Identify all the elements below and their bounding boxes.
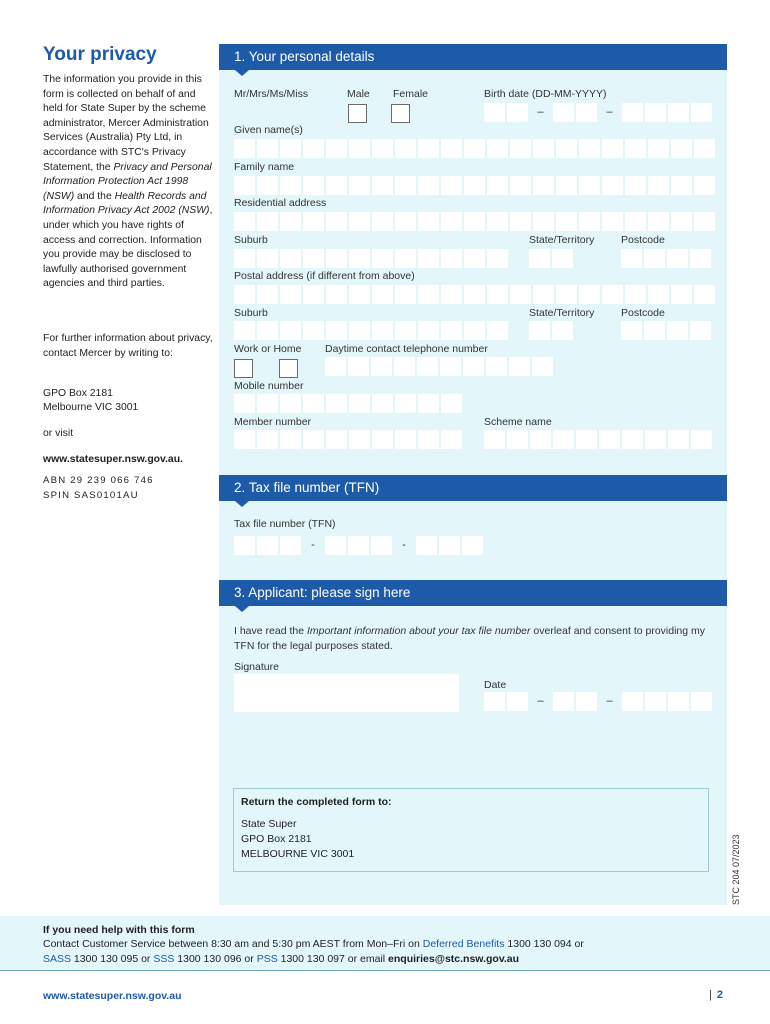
suburb-label: Suburb — [234, 234, 268, 246]
member-number-label: Member number — [234, 416, 312, 428]
privacy-contact-text: For further information about privacy, contact Mercer by writing to: — [43, 333, 213, 359]
family-name-label: Family name — [234, 161, 295, 173]
sass-link[interactable]: SASS — [43, 953, 72, 965]
signature-label: Signature — [234, 661, 279, 673]
birth-date-label: Birth date (DD-MM-YYYY) — [484, 88, 607, 100]
postal-postcode-field[interactable] — [621, 321, 711, 340]
privacy-title: Your privacy — [43, 44, 157, 65]
birth-date-field[interactable] — [484, 103, 712, 122]
state-field[interactable] — [529, 249, 573, 268]
page-number: | 2 — [709, 989, 723, 1001]
spin-text: SPIN SAS0101AU — [43, 490, 139, 501]
postcode-label: Postcode — [621, 234, 665, 246]
male-label: Male — [347, 88, 370, 100]
privacy-paragraph: The information you provide in this form is collected on behalf of and held for State Super by the scheme administrator, Mercer Administration Services (Australia) Pty Ltd, in accordance with STC's Privacy Statement, the Privacy and Personal Information Protection Act 1998 (NSW) and the Health Records and Information Privacy Act 2002 (NSW), under which you have rights of access and correction. Information you provide may be disclosed to lawfully authorised government agencies and third parties. — [43, 74, 213, 290]
date-label: Date — [484, 679, 507, 691]
daytime-phone-label: Daytime contact telephone number — [325, 343, 488, 355]
section1-header: 1. Your personal details — [219, 44, 727, 70]
date-separator: – — [537, 106, 544, 118]
residential-address-label: Residential address — [234, 197, 327, 209]
consent-text: I have read the Important information about your tax file number overleaf and consent to providing my TFN for the legal purposes stated. — [234, 625, 706, 652]
tfn-label: Tax file number (TFN) — [234, 518, 336, 530]
work-or-home-label: Work or Home — [234, 343, 302, 355]
deferred-benefits-link[interactable]: Deferred Benefits — [422, 938, 505, 950]
state-territory-label: State/Territory — [529, 234, 595, 246]
scheme-name-field[interactable] — [484, 430, 712, 449]
postal-suburb-label: Suburb — [234, 307, 268, 319]
male-checkbox[interactable] — [348, 104, 367, 123]
return-title: Return the completed form to: — [241, 796, 392, 808]
female-label: Female — [393, 88, 429, 100]
mobile-field[interactable] — [234, 394, 462, 413]
daytime-phone-field[interactable] — [325, 357, 553, 376]
postal-address-field[interactable] — [234, 285, 715, 304]
postcode-field[interactable] — [621, 249, 711, 268]
postal-postcode-label: Postcode — [621, 307, 665, 319]
suburb-field[interactable] — [234, 249, 508, 268]
date-separator: – — [606, 106, 613, 118]
home-checkbox[interactable] — [279, 359, 298, 378]
return-line3: MELBOURNE VIC 3001 — [241, 848, 355, 860]
privacy-address-line2: Melbourne VIC 3001 — [43, 402, 139, 413]
return-line1: State Super — [241, 818, 297, 830]
family-name-field[interactable] — [234, 176, 715, 195]
scheme-name-label: Scheme name — [484, 416, 552, 428]
email-link[interactable]: enquiries@stc.nsw.gov.au — [388, 953, 520, 965]
or-visit-text: or visit — [43, 428, 74, 439]
pss-link[interactable]: PSS — [256, 953, 278, 965]
return-line2: GPO Box 2181 — [241, 833, 312, 845]
mobile-label: Mobile number — [234, 380, 304, 392]
section2-header: 2. Tax file number (TFN) — [219, 475, 727, 501]
postal-state-field[interactable] — [529, 321, 573, 340]
signature-date-field[interactable] — [484, 692, 712, 711]
residential-address-field[interactable] — [234, 212, 715, 231]
signature-field[interactable] — [234, 674, 459, 712]
tfn-separator: - — [311, 539, 315, 551]
member-number-field[interactable] — [234, 430, 462, 449]
given-names-label: Given name(s) — [234, 124, 303, 136]
privacy-website-link[interactable]: www.statesuper.nsw.gov.au. — [43, 454, 183, 465]
title-label: Mr/Mrs/Ms/Miss — [234, 88, 309, 100]
privacy-address-line1: GPO Box 2181 — [43, 388, 113, 399]
postal-state-label: State/Territory — [529, 307, 595, 319]
abn-text: ABN 29 239 066 746 — [43, 475, 154, 486]
date-separator: – — [537, 695, 544, 707]
date-separator: – — [606, 695, 613, 707]
section3-header: 3. Applicant: please sign here — [219, 580, 727, 606]
female-checkbox[interactable] — [391, 104, 410, 123]
tfn-field[interactable] — [234, 536, 483, 555]
sss-link[interactable]: SSS — [153, 953, 175, 965]
help-title: If you need help with this form — [43, 924, 195, 936]
help-text: Contact Customer Service between 8:30 am and 5:30 pm AEST from Mon–Fri on Deferred Benefits 1300 130 094 or SASS 1300 130 095 or SSS 1300 130 096 or PSS 1300 130 097 or email enquiries@stc.nsw.gov.au — [43, 938, 584, 965]
given-names-field[interactable] — [234, 139, 715, 158]
tfn-separator: - — [402, 539, 406, 551]
form-code: STC 204 07/2023 — [731, 834, 741, 905]
work-checkbox[interactable] — [234, 359, 253, 378]
postal-suburb-field[interactable] — [234, 321, 508, 340]
footer-website-link[interactable]: www.statesuper.nsw.gov.au — [43, 990, 182, 1002]
postal-address-label: Postal address (if different from above) — [234, 270, 415, 282]
